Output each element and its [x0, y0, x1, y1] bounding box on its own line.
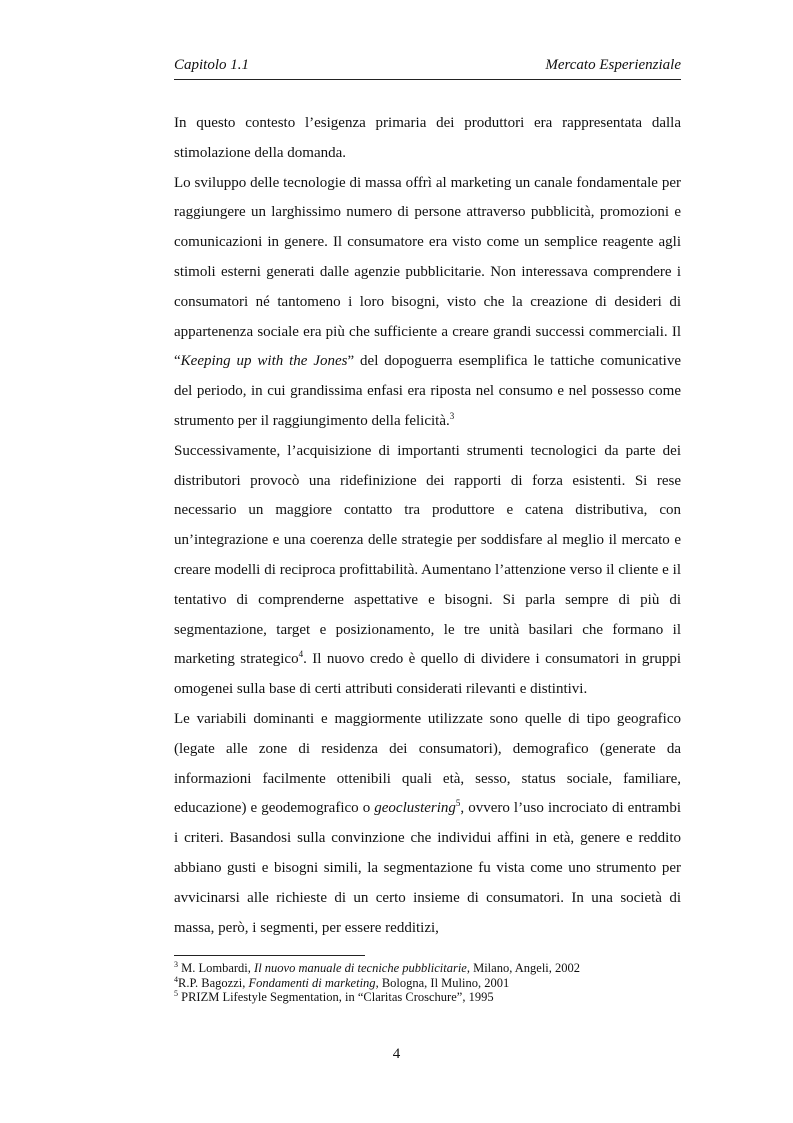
paragraph-1: In questo contesto l’esigenza primaria dei produttori era rappresentata dalla stimolazione della domanda.: [174, 115, 681, 161]
footnote-ref-3: 3: [449, 410, 455, 421]
section-label: Mercato Esperienziale: [545, 57, 681, 73]
header-divider: [174, 79, 681, 80]
page-number: 4: [392, 1046, 401, 1062]
italic-phrase: Keeping up with the Jones: [180, 353, 348, 370]
chapter-label: Capitolo 1.1: [174, 57, 250, 73]
footnote-ref-5: 5: [455, 798, 461, 809]
paragraph-3: Successivamente, l’acquisizione di importanti strumenti tecnologici da parte dei distributori provocò una ridefinizione dei rapporti di forza esistenti. Si rese necessario un maggiore contatto tra produttore e catena distributiva, con un’integrazione e una coerenza delle strategie per soddisfare al meglio il mercato e creare modelli di reciproca profittabilità. Aumentano l’attenzione verso il cliente e il tentativo di comprenderne aspettative e bisogni. Si parla sempre di più di segmentazione, target e posizionamento, le tre unità basilari che formano il marketing strategico$^4$. Il nuovo credo è quello di dividere i consumatori in gruppi omogenei sulla base di certi attributi considerati rilevanti e distintivi.: [174, 442, 681, 698]
paragraph-2: Lo sviluppo delle tecnologie di massa offrì al marketing un canale fondamentale per raggiungere un larghissimo numero di persone attraverso pubblicità, promozioni e comunicazioni in genere. Il consumatore era visto come un semplice reagente agli stimoli esterni generati dalle agenzie pubblicitarie. Non interessava comprendere i consumatori né tantomeno i loro bisogni, visto che la creazione di desideri di appartenenza sociale era più che sufficiente a creare grandi successi commerciali. Il “Keeping up with the Jones” del dopoguerra esemplifica le tattiche comunicative del periodo, in cui grandissima enfasi era riposta nel consumo e nel possesso come strumento per il raggiungimento della felicità.$^3$: [174, 174, 681, 429]
footnote-3: $^3$ M. Lombardi, Il nuovo manuale di tecniche pubblicitarie, Milano, Angeli, 2002: [174, 959, 581, 975]
paragraph-4: Le variabili dominanti e maggiormente utilizzate sono quelle di tipo geografico (legate alle zone di residenza dei consumatori), demografico (generate da informazioni facilmente ottenibili quali età, sesso, status sociale, familiare, educazione) e geodemografico o geoclustering$^5$, ovvero l’uso incrociato di entrambi i criteri. Basandosi sulla convinzione che individui affini in età, genere e reddito abbiano gusti e bisogni simili, la segmentazione fu vista come uno strumento per avvicinarsi alle richieste di un certo insieme di consumatori. In una società di massa, però, i segmenti, per essere redditizi,: [174, 710, 681, 936]
footnotes: [174, 961, 681, 1005]
footnote-ref-4: 4: [298, 649, 304, 660]
italic-term: geoclustering: [374, 800, 456, 817]
body-text: [174, 109, 681, 943]
page-header: [174, 57, 681, 74]
footnote-5: $^5$ PRIZM Lifestyle Segmentation, in “Claritas Croschure”, 1995: [174, 988, 494, 1004]
footnote-divider: [174, 955, 365, 956]
footnote-4: $^4$R.P. Bagozzi, Fondamenti di marketing, Bologna, Il Mulino, 2001: [174, 974, 510, 990]
